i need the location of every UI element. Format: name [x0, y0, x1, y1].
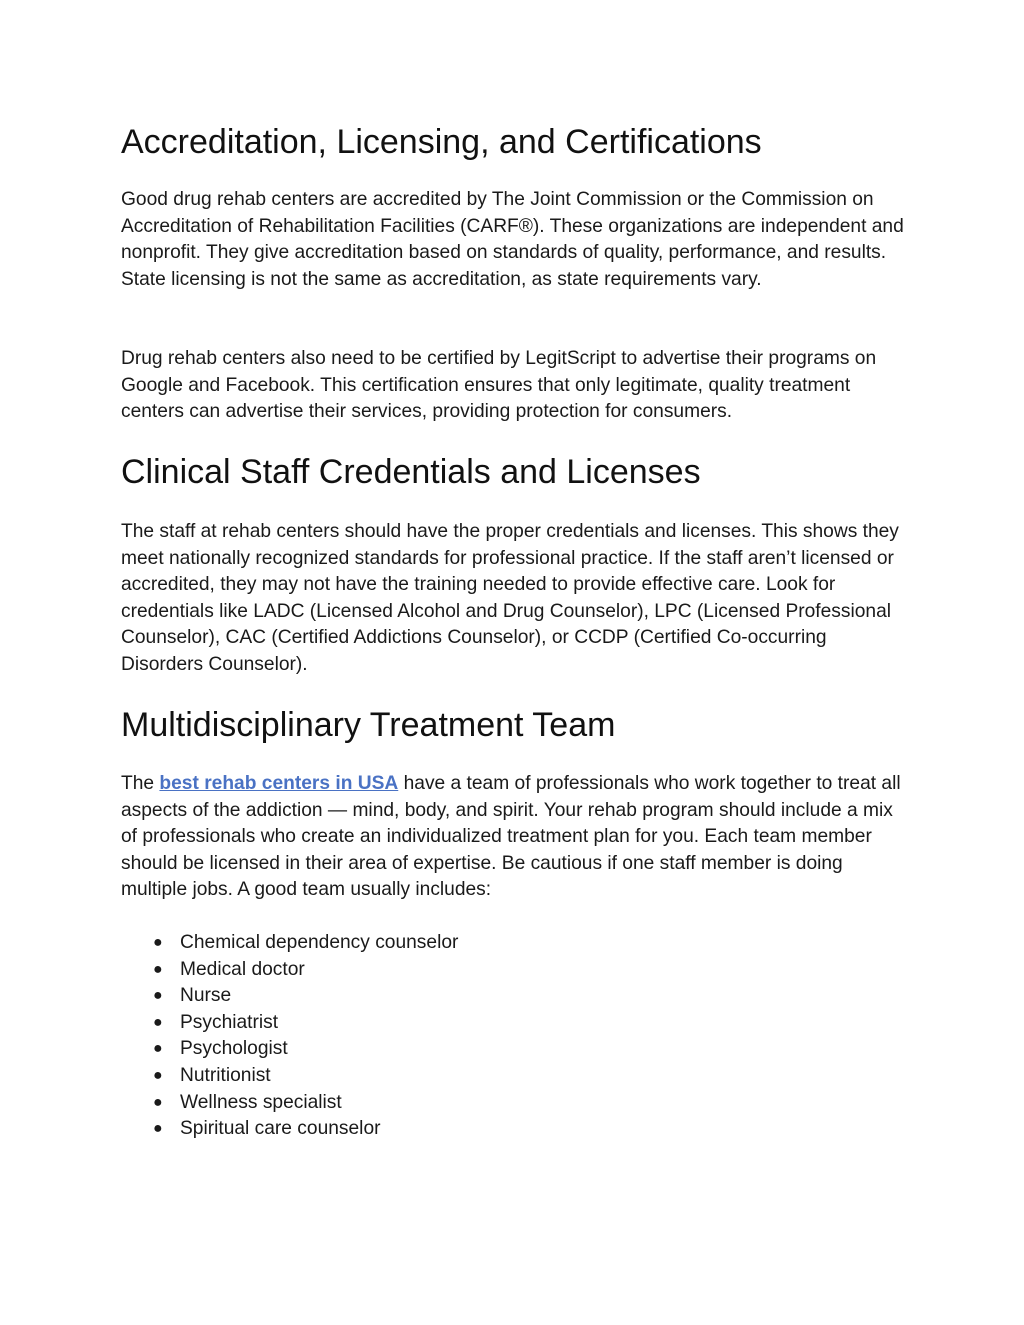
bullet-icon: ● — [153, 934, 163, 951]
list-item — [121, 930, 458, 957]
bullet-icon: ● — [153, 960, 163, 978]
list-item — [121, 1063, 458, 1090]
bullet-icon: ● — [153, 1093, 163, 1111]
list-item — [121, 983, 458, 1010]
heading-treatment-team: Multidisciplinary Treatment Team — [121, 706, 616, 744]
team-members-list — [121, 930, 458, 1143]
list-item — [121, 1090, 458, 1117]
paragraph-prefix: The — [121, 773, 160, 794]
list-item-label: Chemical dependency counselor — [180, 932, 459, 953]
bullet-icon: ● — [153, 1013, 163, 1031]
paragraph-accreditation-bodies: Good drug rehab centers are accredited by The Joint Commission or the Commission on Accreditation of Rehabilitation Facilities (CARF®). These organizations are independent and nonprofit. They give accreditation based on standards of quality, performance, and results. State licensing is not the same as accreditation, as state requirements vary. — [121, 189, 904, 290]
bullet-icon: ● — [153, 1066, 163, 1084]
list-item-label: Nutritionist — [180, 1064, 271, 1086]
paragraph-treatment-team — [121, 771, 906, 904]
paragraph-staff-credentials: The staff at rehab centers should have the proper credentials and licenses. This shows they meet nationally recognized standards for professional practice. If the staff aren’t licensed or accredited, they may not have the training needed to provide effective care. Look for credentials like LADC (Licensed Alcohol and Drug Counselor), LPC (Licensed Professional Counselor), CAC (Certified Addictions Counselor), or CCDP (Certified Co-occurring Disorders Counselor). — [121, 521, 899, 675]
heading-accreditation: Accreditation, Licensing, and Certifications — [121, 123, 762, 161]
list-item-label: Nurse — [180, 985, 232, 1007]
list-item-label: Spiritual care counselor — [180, 1118, 381, 1140]
paragraph-suffix: have a team of professionals who work together to treat all aspects of the addiction — mind, body, and spirit. Your rehab program should include a mix of professionals who create an individualized treatment plan for you. Each team member should be licensed in their area of expertise. Be cautious if one staff member is doing multiple jobs. A good team usually includes: — [121, 773, 901, 900]
list-item-label: Medical doctor — [180, 958, 305, 980]
list-item-label: Wellness specialist — [180, 1091, 342, 1113]
list-item-label: Psychologist — [180, 1038, 288, 1060]
bullet-icon: ● — [153, 1040, 163, 1058]
list-item — [121, 1036, 458, 1063]
bullet-icon: ● — [153, 987, 163, 1005]
list-item-label: Psychiatrist — [180, 1011, 279, 1033]
list-item — [121, 1116, 458, 1143]
bullet-icon: ● — [153, 1120, 163, 1138]
list-item — [121, 957, 458, 984]
heading-clinical-staff: Clinical Staff Credentials and Licenses — [121, 453, 701, 491]
list-item — [121, 1010, 458, 1037]
paragraph-legitscript: Drug rehab centers also need to be certified by LegitScript to advertise their programs on Google and Facebook. This certification ensures that only legitimate, quality treatment centers can advertise their services, providing protection for consumers. — [121, 348, 877, 422]
best-rehab-centers-link[interactable]: best rehab centers in USA — [159, 773, 399, 794]
